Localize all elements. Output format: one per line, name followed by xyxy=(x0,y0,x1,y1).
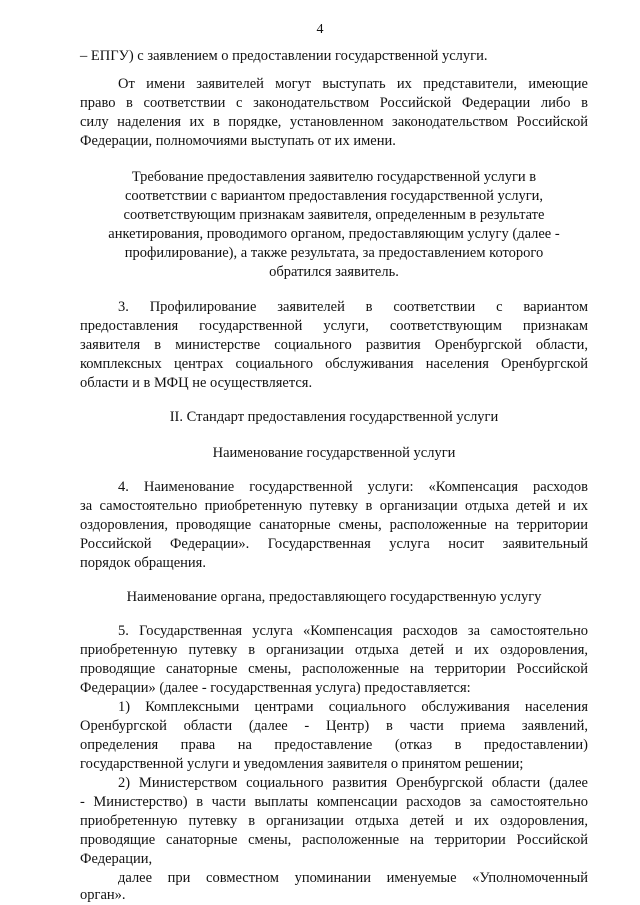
section-heading-line: анкетирования, проводимого органом, предоставляющим услугу (далее - xyxy=(108,226,560,242)
text-line: Оренбургской области (далее - Центр) в части приема заявлений, xyxy=(80,718,588,734)
text-line: От имени заявителей могут выступать их представители, имеющие xyxy=(118,76,588,92)
text-line: 1) Комплексными центрами социального обслуживания населения xyxy=(118,699,588,715)
text-line: приобретенную путевку в организации отдыха детей и их оздоровления, xyxy=(80,642,588,658)
section-heading-line: профилирование), а также результата, за предоставлением которого xyxy=(124,245,544,261)
text-line: порядок обращения. xyxy=(80,555,206,571)
text-line: Федерации» (далее - государственная услуга) предоставляется: xyxy=(80,680,471,696)
text-line: Российской Федерации». Государственная услуга носит заявительный xyxy=(80,536,588,552)
text-line: определения права на предоставление (отказ в предоставлении) xyxy=(80,737,588,753)
text-line: государственной услуги и уведомления заявителя о принятом решении; xyxy=(80,756,524,772)
text-line: заявителя в министерстве социального развития Оренбургской области, xyxy=(80,337,588,353)
subsection-title: Наименование органа, предоставляющего государственную услугу xyxy=(126,589,542,605)
text-line: области и в МФЦ не осуществляется. xyxy=(80,375,313,391)
text-line: оздоровления, проводящие санаторные смены, расположенные на территории xyxy=(80,517,588,533)
text-line: 2) Министерством социального развития Оренбургской области (далее xyxy=(118,775,588,791)
section-heading-line: обратился заявитель. xyxy=(269,264,399,280)
section-heading-line: соответствии с вариантом предоставления государственной услуги, xyxy=(124,188,544,204)
text-line: орган». xyxy=(80,887,126,903)
subsection-title: Наименование государственной услуги xyxy=(212,445,456,461)
text-line: далее при совместном упоминании именуемые «Уполномоченный xyxy=(118,870,588,886)
text-line: приобретенную путевку в организации отдыха детей и их оздоровления, xyxy=(80,813,588,829)
text-line: предоставления государственной услуги, соответствующим признакам xyxy=(80,318,588,334)
text-line: Федерации, xyxy=(80,851,153,867)
section-title: II. Стандарт предоставления государственной услуги xyxy=(169,409,499,425)
text-line: проводящие санаторные смены, расположенные на территории Российской xyxy=(80,661,588,677)
section-heading-line: соответствующим признакам заявителя, определенным в результате xyxy=(123,207,545,223)
text-line: - Министерство) в части выплаты компенсации расходов за самостоятельно xyxy=(80,794,588,810)
text-line: Федерации, полномочиями выступать от их имени. xyxy=(80,133,396,149)
text-line: силу наделения их в порядке, установленном законодательством Российской xyxy=(80,114,588,130)
page-number: 4 xyxy=(316,22,324,37)
text-line: 4. Наименование государственной услуги: «Компенсация расходов xyxy=(118,479,588,495)
text-line: комплексных центрах социального обслуживания населения Оренбургской xyxy=(80,356,588,372)
text-line: – ЕПГУ) с заявлением о предоставлении государственной услуги. xyxy=(80,48,488,64)
text-line: 5. Государственная услуга «Компенсация расходов за самостоятельно xyxy=(118,623,588,639)
text-line: право в соответствии с законодательством Российской Федерации либо в xyxy=(80,95,588,111)
text-line: 3. Профилирование заявителей в соответствии с вариантом xyxy=(118,299,588,315)
text-line: проводящие санаторные смены, расположенные на территории Российской xyxy=(80,832,588,848)
text-line: за самостоятельно приобретенную путевку в организации отдыха детей и их xyxy=(80,498,588,514)
section-heading-line: Требование предоставления заявителю государственной услуги в xyxy=(131,169,537,185)
